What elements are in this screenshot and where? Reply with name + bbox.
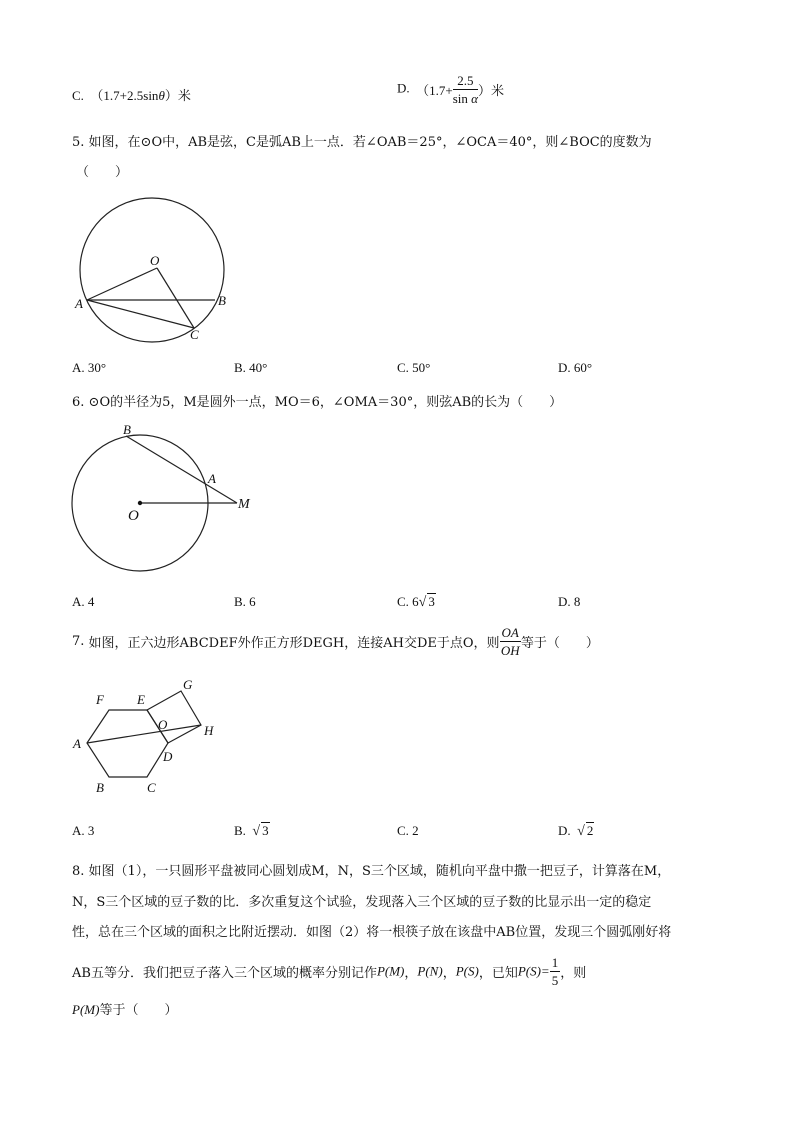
- q7-option-c: C. 2: [397, 823, 419, 838]
- q7-option-b: B. √ 3: [234, 823, 269, 839]
- q7-stem: 7. 如图，正六边形ABCDEF外作正方形DEGH，连接AH交DE于点O，则 $\frac{OA}{OH}$ 等于（ ）: [72, 625, 599, 658]
- q6-option-d: D. 8: [558, 594, 581, 609]
- q5-label-b: B: [218, 293, 226, 308]
- q7-option-d: D. √ 2: [558, 823, 594, 839]
- q7-label-g: G: [183, 677, 193, 692]
- q8-line-4: AB五等分．我们把豆子落入三个区域的概率分别记作P(M)，P(N)，P(S)，已知P(S)= $\frac{1}{5}$ ，则: [72, 955, 587, 988]
- q5-answer-bracket: （ ）: [76, 165, 129, 180]
- q7-label-e: E: [137, 692, 145, 707]
- q5-option-a: A. 30°: [72, 360, 107, 375]
- q6-option-b: B. 6: [234, 594, 256, 609]
- q5-option-d: D. 60°: [558, 360, 593, 375]
- q7-label-f: F: [96, 692, 104, 707]
- q7-label-h: H: [204, 723, 214, 738]
- q5-option-c: C. 50°: [397, 360, 431, 375]
- q6-label-b: B: [123, 422, 131, 437]
- q7-label-a: A: [73, 736, 81, 751]
- q7-option-a: A. 3: [72, 823, 95, 838]
- q8-line-3: 性，总在三个区域的面积之比附近摆动．如图（2）将一根筷子放在该盘中AB位置，发现三个圆弧刚好将: [72, 925, 672, 940]
- q6-option-a: A. 4: [72, 594, 95, 609]
- q8-line-2: N，S三个区域的豆子数的比．多次重复这个试验，发现落入三个区域的豆子数的比显示出一定的稳定: [72, 895, 652, 910]
- q7-label-d: D: [163, 749, 173, 764]
- q5-label-c: C: [190, 327, 199, 342]
- q5-stem: 5. 如图，在⊙O中，AB是弦，C是弧AB上一点．若∠OAB＝25°，∠OCA＝40°，则∠BOC的度数为: [72, 135, 652, 150]
- q4-option-d: D. （1.7+ $\frac{2.5}{\text{sin α}}$ ）米: [397, 73, 504, 106]
- q4-option-c: C. （1.7+2.5sinθ）米: [72, 88, 191, 103]
- q8-line-1: 8. 如图（1），一只圆形平盘被同心圆划成M，N，S三个区域，随机向平盘中撒一把豆子，计算落在M，: [72, 864, 671, 879]
- q6-label-a: A: [208, 471, 216, 486]
- q7-label-o: O: [158, 717, 168, 732]
- q5-option-b: B. 40°: [234, 360, 268, 375]
- q5-label-a: A: [75, 296, 83, 311]
- q6-option-c: C. 6√ 3: [397, 594, 435, 610]
- q8-line-5: P(M)等于（ ）: [72, 1002, 178, 1018]
- q5-label-o: O: [150, 253, 160, 268]
- q6-figure: [72, 422, 251, 571]
- q6-stem: 6. ⊙O的半径为5，M是圆外一点，MO＝6，∠OMA＝30°，则弦AB的长为（ ）: [72, 395, 563, 410]
- q7-label-c: C: [147, 780, 156, 795]
- q7-label-b: B: [96, 780, 104, 795]
- q6-label-o: O: [128, 508, 139, 524]
- q6-label-m: M: [238, 497, 250, 512]
- q5-figure: [74, 198, 226, 342]
- q7-figure: [72, 677, 214, 795]
